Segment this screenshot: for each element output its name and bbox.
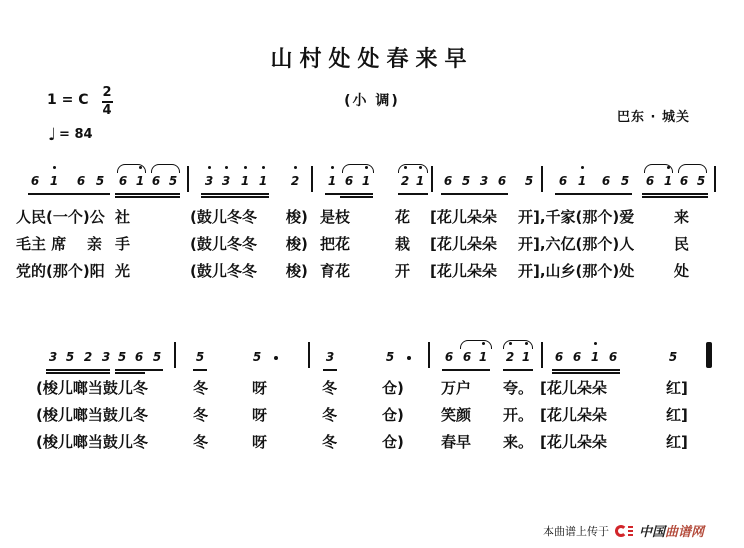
slur xyxy=(151,164,180,173)
note-digit: 1 xyxy=(415,174,425,188)
lyric-text: 民 xyxy=(674,235,690,253)
slur xyxy=(398,164,428,173)
lyric-text: 毛主 席 xyxy=(16,235,67,253)
note-digit: 5 xyxy=(668,350,678,364)
lyric-text: [花儿朵朵 xyxy=(540,379,607,397)
augmentation-dot-icon xyxy=(274,356,278,360)
beam xyxy=(555,193,632,195)
note-digit: 1 xyxy=(135,174,145,188)
lyric-text: 手 xyxy=(115,235,131,253)
notation-line-2 xyxy=(0,336,744,376)
beam xyxy=(642,193,708,195)
beam xyxy=(115,193,180,195)
note-digit: 5 xyxy=(65,350,75,364)
lyric-text: 梭) xyxy=(286,208,308,226)
note-digit: 5 xyxy=(168,174,178,188)
octave-up-dot-icon xyxy=(244,166,247,169)
note-digit: 5 xyxy=(152,350,162,364)
lyric-text: 梭) xyxy=(286,235,308,253)
beam xyxy=(115,369,163,371)
note-digit: 3 xyxy=(325,350,335,364)
lyric-text: [花儿朵朵 xyxy=(540,433,607,451)
beam xyxy=(442,369,490,371)
note-digit: 3 xyxy=(204,174,214,188)
octave-up-dot-icon xyxy=(208,166,211,169)
bar-line xyxy=(428,342,430,368)
note-digit: 6 xyxy=(645,174,655,188)
note-digit: 6 xyxy=(608,350,618,364)
lyric-text: 仓) xyxy=(382,379,404,397)
note-digit: 6 xyxy=(76,174,86,188)
lyric-text: 冬 xyxy=(322,379,338,397)
beam xyxy=(340,196,373,198)
note-digit: 1 xyxy=(240,174,250,188)
note-digit: 5 xyxy=(696,174,706,188)
note-digit: 2 xyxy=(505,350,515,364)
lyric-text: 红] xyxy=(666,406,688,424)
beam xyxy=(325,193,373,195)
slur xyxy=(460,340,492,349)
lyric-text: 把花 xyxy=(320,235,351,253)
octave-up-dot-icon xyxy=(594,342,597,345)
uploaded-to-label: 本曲谱上传于 xyxy=(542,524,609,538)
note-digit: 5 xyxy=(195,350,205,364)
lyric-text: 仓) xyxy=(382,406,404,424)
lyric-text: (梭儿啷当鼓儿冬 xyxy=(36,379,148,397)
octave-up-dot-icon xyxy=(482,342,485,345)
lyric-text: 夸。 xyxy=(503,379,534,397)
lyric-text: (梭儿啷当鼓儿冬 xyxy=(36,406,148,424)
beam xyxy=(552,369,620,371)
lyric-text: 光 xyxy=(115,262,131,280)
lyric-text: 人民(一个)公 xyxy=(16,208,105,226)
lyric-text: [花儿朵朵 xyxy=(540,406,607,424)
lyric-text: 处 xyxy=(674,262,690,280)
lyric-text: 栽 xyxy=(395,235,411,253)
note-digit: 3 xyxy=(479,174,489,188)
lyric-text: [花儿朵朵 xyxy=(430,208,497,226)
beam xyxy=(193,369,207,371)
beam xyxy=(115,372,145,374)
lyric-verse-3 xyxy=(0,260,744,282)
quarter-note-icon: ♩ xyxy=(48,124,57,145)
lyric-text: 是枝 xyxy=(320,208,351,226)
lyric-text: [花儿朵朵 xyxy=(430,235,497,253)
lyric-text: 开],六亿(那个)人 xyxy=(518,235,635,253)
octave-up-dot-icon xyxy=(225,166,228,169)
site-logo-icon xyxy=(615,525,633,537)
lyric-text: (鼓儿冬冬 xyxy=(190,208,257,226)
note-digit: 5 xyxy=(620,174,630,188)
lyric-text: 呀 xyxy=(252,406,268,424)
lyric-text: 梭) xyxy=(286,262,308,280)
slur xyxy=(503,340,533,349)
lyric-text: 冬 xyxy=(322,433,338,451)
beam xyxy=(503,369,533,371)
lyric-verse-2 xyxy=(0,233,744,255)
note-digit: 5 xyxy=(95,174,105,188)
lyric-text: 万户 xyxy=(441,379,472,397)
note-digit: 2 xyxy=(83,350,93,364)
note-digit: 6 xyxy=(679,174,689,188)
note-digit: 3 xyxy=(48,350,58,364)
lyric-text: 红] xyxy=(666,433,688,451)
note-digit: 6 xyxy=(572,350,582,364)
note-digit: 1 xyxy=(258,174,268,188)
lyric-text: 笑颜 xyxy=(441,406,472,424)
octave-up-dot-icon xyxy=(509,342,512,345)
beam xyxy=(398,193,428,195)
note-digit: 1 xyxy=(590,350,600,364)
lyric-text: (梭儿啷当鼓儿冬 xyxy=(36,433,148,451)
note-digit: 6 xyxy=(30,174,40,188)
tempo-marking xyxy=(48,124,93,145)
beam xyxy=(441,193,508,195)
slur xyxy=(342,164,374,173)
octave-up-dot-icon xyxy=(581,166,584,169)
bar-line xyxy=(308,342,310,368)
lyric-text: 呀 xyxy=(252,433,268,451)
note-digit: 1 xyxy=(478,350,488,364)
lyric-verse-1 xyxy=(0,206,744,228)
beam xyxy=(552,372,620,374)
notation-line-1 xyxy=(0,160,744,200)
time-signature xyxy=(101,86,113,118)
note-digit: 6 xyxy=(558,174,568,188)
octave-up-dot-icon xyxy=(525,342,528,345)
lyric-text: 社 xyxy=(115,208,131,226)
site-name-primary: 中国 xyxy=(638,525,665,540)
note-digit: 6 xyxy=(462,350,472,364)
lyric-text: 开 xyxy=(395,262,411,280)
beam xyxy=(46,369,110,371)
octave-up-dot-icon xyxy=(294,166,297,169)
lyric-text: (鼓儿冬冬 xyxy=(190,235,257,253)
note-digit: 1 xyxy=(521,350,531,364)
bar-line xyxy=(431,166,433,192)
lyric-text: 育花 xyxy=(320,262,351,280)
tempo-value: = 84 xyxy=(59,127,93,142)
note-digit: 6 xyxy=(444,350,454,364)
lyric-verse-3-line-2 xyxy=(0,431,744,453)
note-digit: 6 xyxy=(134,350,144,364)
lyric-verse-2-line-2 xyxy=(0,404,744,426)
note-digit: 1 xyxy=(577,174,587,188)
lyric-text: 仓) xyxy=(382,433,404,451)
lyric-text: (鼓儿冬冬 xyxy=(190,262,257,280)
lyric-text: 冬 xyxy=(322,406,338,424)
lyric-text: 来。 xyxy=(503,433,534,451)
octave-up-dot-icon xyxy=(404,166,407,169)
lyric-verse-1-line-2 xyxy=(0,377,744,399)
note-digit: 6 xyxy=(443,174,453,188)
octave-up-dot-icon xyxy=(331,166,334,169)
lyric-text: 呀 xyxy=(252,379,268,397)
song-title: 山村处处春来早 xyxy=(270,47,474,72)
beam xyxy=(323,369,337,371)
final-bar-line xyxy=(706,342,712,368)
lyric-text: 开。 xyxy=(503,406,534,424)
augmentation-dot-icon xyxy=(407,356,411,360)
note-digit: 5 xyxy=(461,174,471,188)
note-digit: 5 xyxy=(385,350,395,364)
bar-line xyxy=(174,342,176,368)
note-digit: 5 xyxy=(117,350,127,364)
beam xyxy=(28,193,110,195)
lyric-text: 党的(那个)阳 xyxy=(16,262,105,280)
octave-up-dot-icon xyxy=(365,166,368,169)
lyric-text: 冬 xyxy=(193,379,209,397)
lyric-text: 开],千家(那个)爱 xyxy=(518,208,635,226)
time-signature-top: 2 xyxy=(102,85,112,100)
lyric-text: 春早 xyxy=(441,433,472,451)
key-signature: 1 = C xyxy=(47,92,89,108)
site-watermark xyxy=(543,521,704,540)
beam xyxy=(201,193,269,195)
octave-up-dot-icon xyxy=(419,166,422,169)
note-digit: 6 xyxy=(554,350,564,364)
beam xyxy=(46,372,110,374)
octave-up-dot-icon xyxy=(139,166,142,169)
bar-line xyxy=(187,166,189,192)
note-digit: 6 xyxy=(497,174,507,188)
song-origin: 巴东 · 城关 xyxy=(617,110,690,125)
slur xyxy=(117,164,146,173)
note-digit: 6 xyxy=(344,174,354,188)
lyric-text: 花 xyxy=(395,208,411,226)
beam xyxy=(115,196,180,198)
octave-up-dot-icon xyxy=(53,166,56,169)
time-signature-bottom: 4 xyxy=(102,102,112,118)
site-name-secondary: 曲谱网 xyxy=(664,525,704,540)
note-digit: 1 xyxy=(663,174,673,188)
octave-up-dot-icon xyxy=(262,166,265,169)
note-digit: 3 xyxy=(101,350,111,364)
lyric-text: [花儿朵朵 xyxy=(430,262,497,280)
note-digit: 2 xyxy=(400,174,410,188)
note-digit: 1 xyxy=(49,174,59,188)
note-digit: 6 xyxy=(118,174,128,188)
song-genre: (小 调) xyxy=(344,93,400,109)
lyric-text: 红] xyxy=(666,379,688,397)
note-digit: 3 xyxy=(221,174,231,188)
octave-up-dot-icon xyxy=(667,166,670,169)
note-digit: 6 xyxy=(601,174,611,188)
note-digit: 2 xyxy=(290,174,300,188)
note-digit: 5 xyxy=(524,174,534,188)
beam xyxy=(642,196,708,198)
note-digit: 6 xyxy=(151,174,161,188)
lyric-text: 冬 xyxy=(193,406,209,424)
note-digit: 1 xyxy=(361,174,371,188)
lyric-text: 开],山乡(那个)处 xyxy=(518,262,635,280)
slur xyxy=(678,164,707,173)
lyric-text: 来 xyxy=(674,208,690,226)
bar-line xyxy=(714,166,716,192)
note-digit: 5 xyxy=(252,350,262,364)
lyric-text: 冬 xyxy=(193,433,209,451)
note-digit: 1 xyxy=(327,174,337,188)
lyric-text: 亲 xyxy=(87,235,103,253)
bar-line xyxy=(541,342,543,368)
beam xyxy=(201,196,269,198)
bar-line xyxy=(311,166,313,192)
bar-line xyxy=(541,166,543,192)
